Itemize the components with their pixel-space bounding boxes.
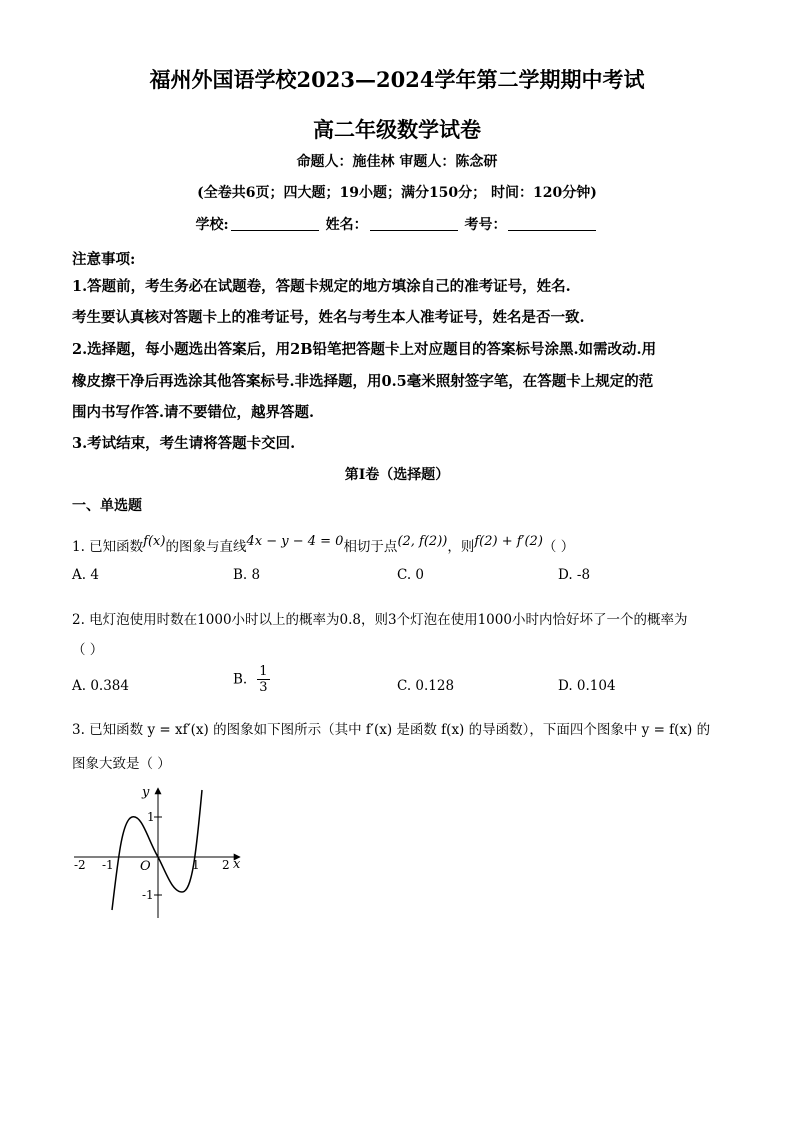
exam-title: 福州外国语学校2023—2024学年第二学期期中考试 — [149, 67, 645, 92]
q2-option-d[interactable]: D. 0.104 — [558, 678, 616, 694]
curve — [112, 790, 202, 910]
notice-line: 1.答题前，考生务必在试题卷，答题卡规定的地方填涂自己的准考证号，姓名. — [72, 278, 571, 295]
question-2: 2. 电灯泡使用时数在1000小时以上的概率为0.8，则3个灯泡在使用1000小时内恰好坏了一个的概率为 — [72, 612, 688, 628]
q1-option-a[interactable]: A. 4 — [72, 567, 99, 583]
fraction-denominator: 3 — [259, 680, 268, 695]
notice-heading: 注意事项: — [72, 251, 136, 268]
q2-option-a[interactable]: A. 0.384 — [72, 678, 129, 694]
notice-line: 2.选择题，每小题选出答案后，用2B铅笔把答题卡上对应题目的答案标号涂黑.如需改动.用 — [72, 341, 657, 358]
exam-meta: (全卷共6页；四大题；19小题；满分150分； 时间：120分钟) — [197, 185, 597, 201]
q2-option-b[interactable] — [233, 664, 270, 695]
tick-label: -1 — [102, 858, 114, 872]
tick-label: -2 — [74, 858, 86, 872]
y-axis-label: y — [142, 785, 150, 800]
section-title: 第Ⅰ卷（选择题） — [344, 467, 450, 483]
tick-label: -1 — [142, 888, 154, 902]
question-text: 1. 已知函数 — [72, 539, 144, 555]
school-label: 学校: — [195, 217, 229, 233]
question-text: ，则 — [447, 539, 475, 555]
q1-option-b[interactable]: B. 8 — [233, 567, 261, 583]
name-label: 姓名： — [325, 217, 368, 233]
answer-bracket: （ ） — [542, 539, 575, 555]
exam-authors: 命题人：施佳林 审题人：陈念研 — [296, 154, 498, 170]
origin-label: O — [140, 859, 151, 874]
name-blank[interactable] — [370, 216, 458, 231]
question-text: 相切于点 — [343, 539, 398, 555]
tick-label: 1 — [147, 810, 155, 824]
math-expression: (2, f(2)) — [397, 534, 448, 549]
student-info-fields — [0, 214, 794, 234]
question-2-bracket: （ ） — [72, 642, 104, 658]
exam-subtitle: 高二年级数学试卷 — [313, 117, 481, 142]
q1-option-d[interactable]: D. -8 — [558, 567, 591, 583]
option-letter: B. — [233, 671, 248, 688]
notice-line: 橡皮擦干净后再选涂其他答案标号.非选择题，用0.5毫米照射签字笔，在答题卡上规定的范 — [72, 373, 654, 390]
exam-number-label: 考号： — [464, 217, 507, 233]
part-title: 一、单选题 — [72, 498, 142, 514]
fraction — [257, 664, 269, 695]
question-1 — [72, 534, 574, 555]
exam-number-blank[interactable] — [508, 216, 596, 231]
fraction-numerator: 1 — [259, 664, 268, 679]
question-3-line2: 图象大致是（ ） — [72, 756, 171, 772]
q1-option-c[interactable]: C. 0 — [397, 567, 425, 583]
school-blank[interactable] — [231, 216, 319, 231]
notice-line: 考生要认真核对答题卡上的准考证号，姓名与考生本人准考证号，姓名是否一致. — [72, 309, 585, 326]
notice-line: 3.考试结束，考生请将答题卡交回. — [72, 435, 296, 452]
math-expression: 4x − y − 4 = 0 — [246, 534, 344, 549]
tick-label: 1 — [192, 858, 200, 872]
math-expression: f(x) — [143, 534, 166, 549]
tick-label: 2 — [222, 858, 230, 872]
notice-line: 围内书写作答.请不要错位，越界答题. — [72, 404, 315, 421]
q2-option-c[interactable]: C. 0.128 — [397, 678, 455, 694]
math-expression: f(2) + f′(2) — [474, 534, 543, 549]
x-axis-label: x — [233, 857, 241, 872]
question-text: 的图象与直线 — [165, 539, 247, 555]
question-3: 3. 已知函数 y = xf′(x) 的图象如下图所示（其中 f′(x) 是函数 f(x) 的导函数），下面四个图象中 y = f(x) 的 — [72, 722, 711, 738]
function-graph — [70, 780, 250, 920]
